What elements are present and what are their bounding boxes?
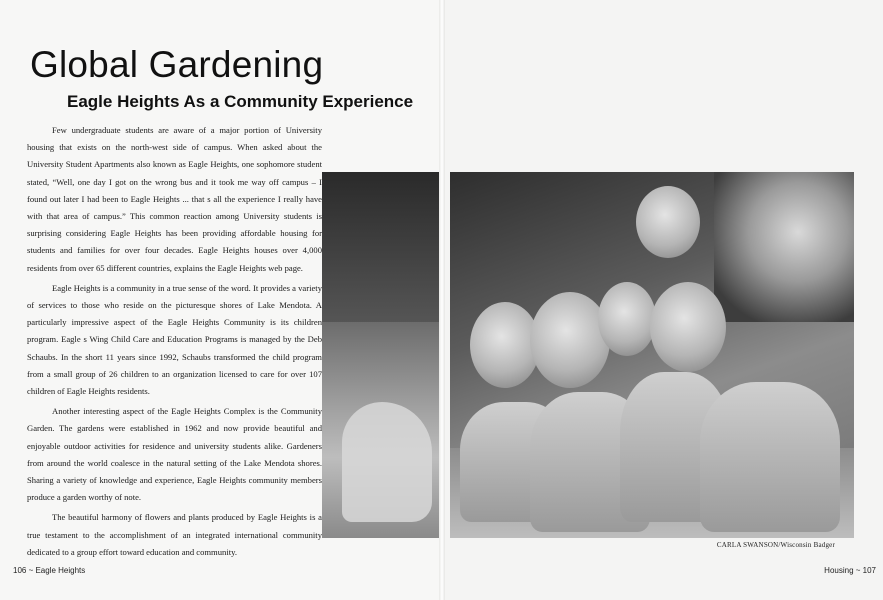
children-group-photo (450, 172, 854, 538)
photo-child-face (598, 282, 656, 356)
photo-credit: CARLA SWANSON/Wisconsin Badger (716, 541, 835, 549)
page-gutter (439, 0, 445, 600)
paragraph-2: Eagle Heights is a community in a true sense of the word. It provides a variety of services to those who reside on the picturesque shores of Lake Mendota. A particularly impressive aspect of the Eagle Heights Community is its children program. Eagle s Wing Child Care and Education Programs is managed by the Deb Schaubs. In the short 11 years since 1992, Schaubs transformed the child program from a small group of 26 children to an organization licensed to care for over 107 children of Eagle Heights residents. (27, 282, 322, 397)
folio-right: Housing ~ 107 (824, 566, 876, 575)
photo-child-body (700, 382, 840, 532)
sandbox-photo (322, 172, 439, 538)
article-body (27, 122, 322, 564)
page-subtitle: Eagle Heights As a Community Experience (67, 92, 414, 111)
photo-figure-area (342, 402, 432, 522)
paragraph-1: Few undergraduate students are aware of a major portion of University housing that exists on the north-west side of campus. When asked about the University Student Apartments also known as Eagle Heights, one sophomore student stated, “Well, one day I got on the wrong bus and it took me way off campus – I found out later I had been to Eagle Heights ... that s all the experience I really have with that area of campus.” This common reaction among University students is surprising considering Eagle Heights has been providing affordable housing for students and families for over four decades. Eagle Heights houses over 4,000 residents from over 65 different countries, explains the Eagle Heights web page. (27, 125, 322, 273)
photo-shadow-area (322, 172, 439, 322)
photo-child-face (636, 186, 700, 258)
page-title: Global Gardening (30, 44, 324, 85)
photo-tree-area (714, 172, 854, 322)
folio-left: 106 ~ Eagle Heights (13, 566, 86, 575)
photo-child-face (530, 292, 610, 388)
paragraph-4: The beautiful harmony of flowers and plants produced by Eagle Heights is a true testament to the accomplishment of an integrated international community dedicated to a group effort toward education and community. (27, 512, 322, 557)
paragraph-3: Another interesting aspect of the Eagle Heights Complex is the Community Garden. The gardens were established in 1962 and now provide beautiful and enjoyable outdoor activities for residence and university students alike. Gardeners from around the world coalesce in the natural setting of the Lake Mendota shores. Sharing a variety of knowledge and experience, Eagle Heights community members produce a garden worthy of note. (27, 406, 322, 503)
photo-child-face (650, 282, 726, 372)
